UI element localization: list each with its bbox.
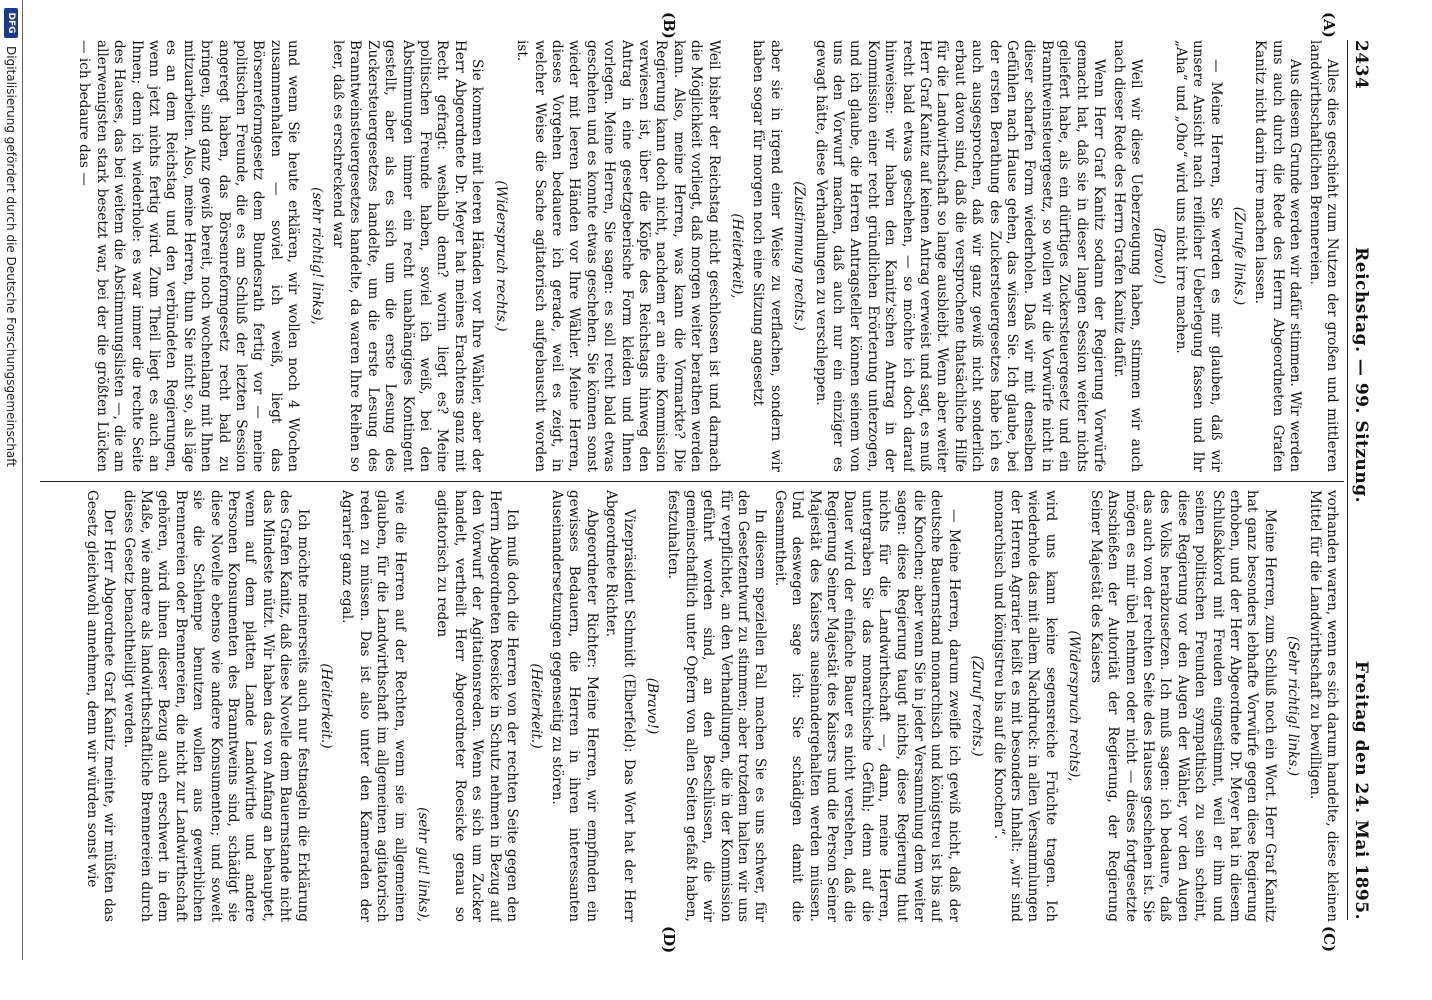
margin-mark-d: (D)	[660, 926, 678, 954]
margin-mark-b: (B)	[660, 12, 678, 39]
paragraph: Wenn Herr Graf Kanitz sodann der Regierung Vorwürfe gemacht hat, daß sie in dieser langen Session weiter nichts geliefert habe, als ein dürftiges Zuckersteuergesetz und ein Branntweinsteuergesetz, so wollen wir die Vorwürfe nicht in dieser scharfen Form wiederholen. Daß wir mit denselben Gefühlen nach Hause gehen, das wissen Sie. Ich glaube, bei der ersten Berathung des Zuckersteuergesetzes habe ich es auch ausgesprochen, daß wir ganz gewiß nicht sonderlich erbaut davon sind, daß die versprochene thatsächliche Hilfe für die Landwirthschaft so lange ausbleibt. Wenn aber weiter Herr Graf Kanitz auf keinen Antrag verweist und sagt, es muß recht bald etwas geschehen, — so möchte ich doch darauf hinweisen: wir haben den Kanitz'schen Antrag in der Kommission einer recht gründlichen Erörterung unterzogen, und ich glaube, die Herren Antragsteller können seinem von uns den Vorwurf machen, daß auch nur ein einziger es gewagt hätte, diese Verhandlungen zu verschleppen.	[812, 40, 1108, 472]
reaction: (Heiterkeit),	[729, 213, 745, 299]
margin-mark-c: (C)	[1320, 926, 1338, 953]
reaction: (Widerspruch rechts),	[1066, 630, 1083, 782]
paragraph: Ich muß doch die Herren von der rechten Seite gegen den Herrn Abgeordneten Roesicke in Schutz nehmen in Bezug auf den Vorwurf der Agitationsreden. Wenn es sich um Zucker handelt, vertheilt Herr Abgeordneter Roesicke genau so agitatorisch zu reden	[434, 490, 521, 922]
reaction: (Heiterkeit.)	[318, 663, 335, 749]
left-column	[40, 40, 1340, 472]
reaction: (Widerspruch rechts.)	[492, 180, 509, 332]
reaction: (sehr richtig! links),	[308, 187, 325, 325]
paragraph: aber sie in irgend einer Weise zu verflachen, sondern wir haben sogar für morgen noch eine Sitzung angesetzt	[750, 40, 784, 472]
digitization-footer	[0, 0, 23, 960]
reaction: (Sehr richtig! links.)	[1285, 635, 1302, 777]
reaction: (Heiterkeit.)	[527, 663, 544, 749]
column-divider	[40, 481, 1344, 482]
reaction: (Bravo!)	[1151, 227, 1168, 285]
header-rule	[1347, 40, 1348, 920]
margin-mark-a: (A)	[1320, 12, 1338, 38]
reaction: (Bravo!)	[643, 677, 660, 735]
dfg-logo-icon: DFG	[4, 8, 18, 38]
paragraph: und wenn Sie heute erklären, wir wollen noch 4 Wochen zusammenhalten — soviel ich weiß, liegt das Börsenreformgesetz dem Bundesrath fertig vor — meine politischen Freunde, die es am Schluß der letzten Session angeregt haben, das Börsenreformgesetz recht bald zu bringen, sind ganz gewiß bereit, noch wochenlang mit Ihnen mitzuarbeiten. Also, meine Herren, thun Sie nicht so, als läge es an dem Reichstag und den verbündeten Regierungen, wenn jetzt nichts fertig wird. Zum Theil liegt es auch an Ihnen; denn ich wiederhole: es war immer die rechte Seite des Hauses, das bei weitem die Abstimmungslisten —, die am allerwenigsten stark besetzt war, bei der die größten Lücken — ich bedaure das —	[76, 40, 302, 472]
paragraph: wie die Herren auf der Rechten, wenn sie im allgemeinen glauben, für die Landwirthschaft im allgemeinen agitatorisch reden zu müssen. Das ist also unter den Kameraden der Agrarier ganz egal.	[339, 490, 408, 922]
paragraph: Weil wir diese Ueberzeugung haben, stimmen wir auch nach dieser Rede des Herrn Grafen Kanitz dafür.	[1110, 40, 1144, 472]
reaction: (Zustimmung rechts.)	[791, 181, 808, 331]
speaker-paragraph: Abgeordneter Richter: Meine Herren, wir empfinden ein gewisses Bedauern, die Herren in ihren interessanten Auseinandersetzungen gegenseitig zu stören.	[548, 490, 600, 922]
paragraph: Aus diesem Grunde werden wir dafür stimmen. Wir werden uns auch durch die Rede des Herrn Abgeordneten Grafen Kanitz nicht darin irre machen lassen.	[1252, 40, 1304, 472]
paragraph: Sie kommen mit leeren Händen vor Ihre Wähler, aber der Herr Abgeordnete Dr. Meyer hat meines Erachtens ganz mit Recht gefragt: weshalb denn? worin liegt es? Meine politischen Freunde haben, soviel ich weiß, bei den Abstimmungen immer ein recht unabhängiges Kontingent gestellt, aber als es sich um die erste Lesung des Zuckersteuergesetzes handelte, um die erste Lesung des Branntweinsteuergesetzes handelte, da waren Ihre Reihen so leer, daß es erschreckend war	[330, 40, 486, 472]
paragraph: — Meine Herren, darum zweifle ich gewiß nicht, daß der deutsche Bauernstand monarchisch und königstreu ist bis auf die Knochen; aber wenn Sie in jeder Versammlung dem weiter sagen: diese Regierung taugt nichts, diese Regierung thut nichts für die Landwirthschaft —, dann, meine Herren, untergraben Sie das monarchische Gefühl; denn auf die Dauer wird der einfache Bauer es nicht verstehen, daß die Regierung Seiner Majestät des Kaisers und die Person Seiner Majestät des Kaisers auseinandergehalten werden müssen. Und deswegen sage ich: Sie schädigen damit die Gesammtheit.	[771, 490, 962, 922]
reaction: (Zurufe links.)	[1230, 206, 1247, 306]
paragraph: Meine Herren, zum Schluß noch ein Wort. Herr Graf Kanitz hat ganz besonders lebhafte Vorwürfe gegen diese Regierung erhoben, und der Herr Abgeordnete Dr. Meyer hat in diesem Schlußakkord mit Freuden eingestimmt, weil er ihm und seinen politischen Freunden sympathisch zu sein scheint, diese Regierung vor den Augen der Wähler, vor den Augen des Volks herabzusetzen. Ich muß sagen: ich bedaure, daß das auch von der rechten Seite des Hauses geschehen ist. Sie mögen es mir übel nehmen oder nicht — dieses fortgesetzte Anschießen der Autorität der Regierung, der Regierung Seiner Majestät des Kaisers	[1087, 490, 1278, 922]
paragraph: Ich möchte meinerseits auch nur festnageln die Erklärung des Grafen Kanitz, daß diese Novelle dem Bauernstande nicht das Mindeste nützt. Wir haben das von Anfang an behauptet, wenn auf dem platten Lande Landwirthe und andere Personen Konsumenten des Branntweins sind, schädigt sie diese Novelle ebenso wie andere Konsumenten; und soweit sie die Schlempe benutzen wollen aus gewerblichen Brennereien oder Brennereien, die nicht zur Landwirthschaft gehören, wird ihnen dieser Bezug auch erschwert in dem Maße, wie andere als landwirthschaftliche Brennereien durch dieses Gesetz benachtheiligt werden.	[120, 490, 311, 922]
reaction: (Zuruf rechts.)	[969, 655, 986, 757]
paragraph: vorhanden waren, wenn es sich darum handelte, diese kleinen Mittel für die Landwirthschaft zu bewilligen.	[1306, 490, 1340, 922]
page-number: 2434	[1351, 40, 1371, 90]
right-column	[40, 490, 1340, 922]
page-header	[1348, 40, 1374, 920]
footer-text: Digitalisierung gefördert durch die Deutsche Forschungsgemeinschaft	[4, 46, 18, 468]
page-date: Freitag den 24. Mai 1895.	[1351, 660, 1371, 920]
paragraph: Der Herr Abgeordnete Graf Kanitz meinte, wir müßten das Gesetz gleichwohl annehmen, denn wir würden sonst wie	[83, 490, 118, 922]
paragraph: Weil bisher der Reichstag nicht geschlossen ist und darnach die Möglichkeit vorliegt, daß morgen weiter berathen werden kann. Also, meine Herren, was kann die Vormarkte? Die Regierung kann doch nicht, nachdem er an eine Kommission verwiesen ist, über die Köpfe des Reichstags hinweg den Antrag in eine gesetzgeberische Form kleiden und Ihnen vorlegen. Meine Herren, Sie sagen: es soll recht bald etwas geschehen und es konnte etwas geschehen. Sie können sonst wieder mit leeren Händen vor Ihre Wähler. Meine Herren, dieses Vorgehen bedauere ich gerade, weil es zeigt, in welcher Weise die Sache agitatorisch aufgebauscht worden ist.	[514, 40, 722, 472]
speaker-paragraph: Vizepräsident Schmidt (Elberfeld): Das Wort hat der Herr Abgeordnete Richter.	[603, 490, 637, 922]
paragraph: wird uns kann keine segensreiche Früchte tragen. Ich wiederhole das mit allem Nachdruck: in allen Versammlungen der Herren Agrarier heißt es mit besonders Inhalt: „wir sind monarchisch und königstreu bis auf die Knochen“.	[990, 490, 1059, 922]
paragraph: In diesem speziellen Fall machen Sie es uns schwer, für den Gesetzentwurf zu stimmen; aber trotzdem halten wir uns für verpflichtet, an den Verhandlungen, die in der Kommission geführt worden sind, an den Beschlüssen, die wir gemeinschaftlich unter Opfern von allen Seiten gefaßt haben, festzuhalten.	[665, 490, 769, 922]
paragraph: — Meine Herren, Sie werden es mir glauben, daß wir unsere Ansicht nach reiflicher Ueberlegung fassen und Ihr „Aha“ und „Oho“ wird uns nicht irre machen.	[1172, 40, 1224, 472]
reaction: (sehr gut! links),	[415, 807, 432, 922]
page-title: Reichstag. — 99. Sitzung.	[1351, 247, 1371, 504]
paragraph: Alles dies geschieht zum Nutzen der großen und mittleren landwirthschaftlichen Brennereien.	[1306, 40, 1340, 472]
